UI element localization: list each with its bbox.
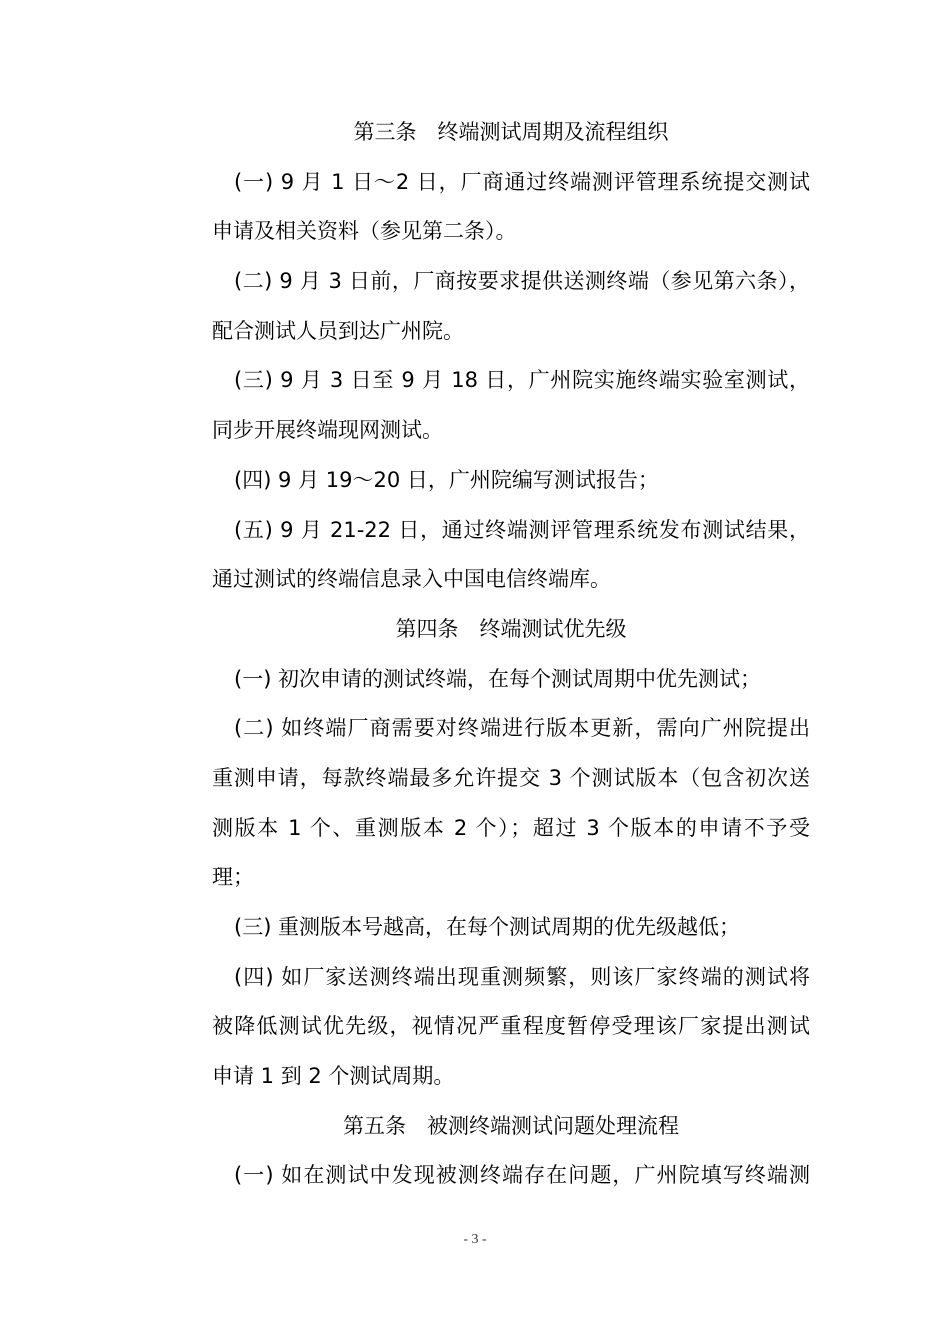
article-4-item-4-line-1: (四) 如厂家送测终端出现重测频繁，则该厂家终端的测试将 (234, 964, 810, 989)
article-5-heading: 第五条 被测终端测试问题处理流程 (343, 1113, 679, 1138)
article-3-item-2-line-2: 配合测试人员到达广州院。 (212, 318, 464, 343)
page-number: - 3 - (463, 1232, 487, 1247)
article-4-item-2-line-2: 重测申请，每款终端最多允许提交 3 个测试版本（包含初次送 (212, 765, 810, 790)
article-4-item-4-line-2: 被降低测试优先级，视情况严重程度暂停受理该厂家提出测试 (212, 1014, 810, 1039)
article-3-item-2-line-1: (二) 9 月 3 日前，厂商按要求提供送测终端（参见第六条）， (234, 269, 810, 294)
article-3-item-1-line-2: 申请及相关资料（参见第二条）。 (212, 219, 517, 244)
article-3-item-3-line-2: 同步开展终端现网测试。 (212, 418, 443, 443)
article-5-item-1-line-1: (一) 如在测试中发现被测终端存在问题，广州院填写终端测 (234, 1163, 810, 1188)
article-3-item-1-line-1: (一) 9 月 1 日～2 日，厂商通过终端测评管理系统提交测试 (234, 169, 810, 194)
article-3-heading: 第三条 终端测试周期及流程组织 (353, 120, 669, 144)
article-3-item-5-line-1: (五) 9 月 21-22 日，通过终端测评管理系统发布测试结果， (234, 517, 810, 542)
article-4-item-1: (一) 初次申请的测试终端，在每个测试周期中优先测试； (234, 666, 762, 691)
article-4-item-2-line-4: 理； (212, 865, 254, 890)
article-3-item-3-line-1: (三) 9 月 3 日至 9 月 18 日，广州院实施终端实验室测试， (234, 368, 810, 393)
article-3-item-4: (四) 9 月 19～20 日，广州院编写测试报告； (234, 467, 659, 492)
article-4-item-3: (三) 重测版本号越高，在每个测试周期的优先级越低； (234, 915, 741, 939)
article-4-heading: 第四条 终端测试优先级 (395, 616, 627, 641)
article-4-item-2-line-3: 测版本 1 个、重测版本 2 个）；超过 3 个版本的申请不予受 (212, 815, 810, 840)
article-4-item-4-line-3: 申请 1 到 2 个测试周期。 (212, 1064, 455, 1089)
article-4-item-2-line-1: (二) 如终端厂商需要对终端进行版本更新，需向广州院提出 (234, 716, 810, 741)
document-body (212, 108, 810, 1201)
article-3-item-5-line-2: 通过测试的终端信息录入中国电信终端库。 (212, 567, 611, 592)
